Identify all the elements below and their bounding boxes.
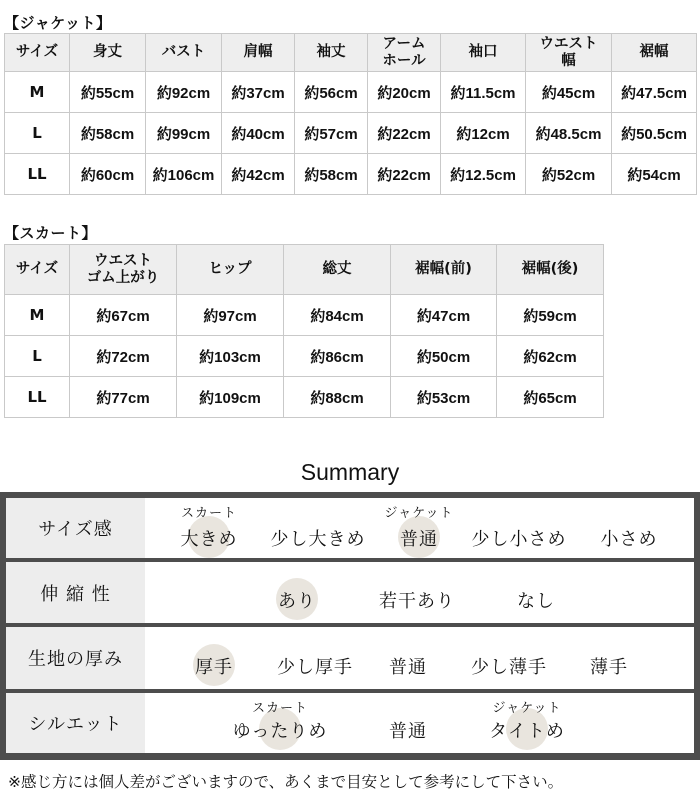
summary-option: 少し大きめ (270, 529, 366, 550)
jacket-value-cell: 約99cm (146, 113, 222, 154)
summary-option: タイトめ (489, 721, 565, 742)
jacket-value-cell: 約60cm (70, 154, 146, 195)
summary-option: 少し小さめ (471, 529, 567, 550)
skirt-value-cell: 約109cm (177, 377, 284, 418)
jacket-value-cell: 約48.5cm (526, 113, 612, 154)
jacket-value-cell: 約47.5cm (612, 72, 697, 113)
summary-option: なし (517, 591, 555, 612)
jacket-value-cell: 約57cm (295, 113, 368, 154)
summary-option: 少し薄手 (471, 657, 547, 678)
summary-title: Summary (300, 459, 400, 485)
jacket-header-cell: 肩幅 (222, 34, 295, 72)
jacket-size-table (4, 33, 697, 195)
jacket-header-cell: バスト (146, 34, 222, 72)
skirt-value-cell: 約62cm (497, 336, 604, 377)
jacket-value-cell: 約52cm (526, 154, 612, 195)
summary-row (6, 627, 694, 689)
table-row (5, 295, 604, 336)
table-row (5, 336, 604, 377)
summary-option: 若干あり (379, 591, 455, 612)
table-row (5, 113, 697, 154)
skirt-value-cell: 約86cm (284, 336, 391, 377)
skirt-size-label: LL (5, 377, 70, 418)
summary-option: 普通 (400, 529, 438, 550)
jacket-header-cell: アーム ホール (368, 34, 441, 72)
skirt-value-cell: 約65cm (497, 377, 604, 418)
jacket-value-cell: 約42cm (222, 154, 295, 195)
jacket-value-cell: 約56cm (295, 72, 368, 113)
jacket-value-cell: 約11.5cm (441, 72, 526, 113)
jacket-value-cell: 約55cm (70, 72, 146, 113)
item-tag: ジャケット (384, 506, 454, 521)
jacket-section-title: 【ジャケット】 (4, 14, 112, 32)
summary-row-label: 生地の厚み (6, 627, 145, 689)
jacket-size-label: M (5, 72, 70, 113)
skirt-value-cell: 約84cm (284, 295, 391, 336)
jacket-header-cell: 身丈 (70, 34, 146, 72)
jacket-value-cell: 約45cm (526, 72, 612, 113)
disclaimer-note: ※感じ方には個人差がございますので、あくまで目安として参考にして下さい。 (8, 773, 564, 791)
summary-option: ゆったりめ (232, 721, 328, 742)
summary-option: 普通 (389, 657, 427, 678)
summary-option: 小さめ (600, 529, 658, 550)
jacket-value-cell: 約22cm (368, 113, 441, 154)
summary-option: 普通 (389, 721, 427, 742)
summary-option: 少し厚手 (277, 657, 353, 678)
summary-row (6, 693, 694, 753)
skirt-header-cell: サイズ (5, 245, 70, 295)
skirt-value-cell: 約72cm (70, 336, 177, 377)
skirt-value-cell: 約47cm (391, 295, 497, 336)
summary-option: 厚手 (195, 657, 233, 678)
skirt-value-cell: 約50cm (391, 336, 497, 377)
skirt-value-cell: 約67cm (70, 295, 177, 336)
skirt-size-label: M (5, 295, 70, 336)
skirt-value-cell: 約103cm (177, 336, 284, 377)
summary-option: 薄手 (590, 657, 628, 678)
skirt-header-cell: ウエスト ゴム上がり (70, 245, 177, 295)
skirt-header-cell: 裾幅(前) (391, 245, 497, 295)
summary-row-label: シルエット (6, 693, 145, 753)
summary-row-label: サイズ感 (6, 498, 145, 558)
jacket-value-cell: 約37cm (222, 72, 295, 113)
skirt-value-cell: 約53cm (391, 377, 497, 418)
skirt-header-cell: 総丈 (284, 245, 391, 295)
jacket-header-cell: 袖口 (441, 34, 526, 72)
jacket-value-cell: 約12cm (441, 113, 526, 154)
item-tag: スカート (251, 701, 309, 716)
jacket-value-cell: 約58cm (70, 113, 146, 154)
item-tag: ジャケット (492, 701, 562, 716)
skirt-section-title: 【スカート】 (4, 224, 98, 242)
jacket-value-cell: 約22cm (368, 154, 441, 195)
skirt-value-cell: 約77cm (70, 377, 177, 418)
summary-row-label: 伸 縮 性 (6, 562, 145, 623)
jacket-value-cell: 約12.5cm (441, 154, 526, 195)
jacket-value-cell: 約20cm (368, 72, 441, 113)
summary-row (6, 562, 694, 623)
jacket-value-cell: 約54cm (612, 154, 697, 195)
skirt-size-label: L (5, 336, 70, 377)
jacket-size-label: LL (5, 154, 70, 195)
jacket-value-cell: 約40cm (222, 113, 295, 154)
summary-row (6, 498, 694, 558)
table-row (5, 72, 697, 113)
item-tag: スカート (180, 506, 238, 521)
skirt-value-cell: 約59cm (497, 295, 604, 336)
skirt-value-cell: 約88cm (284, 377, 391, 418)
jacket-value-cell: 約106cm (146, 154, 222, 195)
jacket-value-cell: 約50.5cm (612, 113, 697, 154)
skirt-header-cell: 裾幅(後) (497, 245, 604, 295)
jacket-size-label: L (5, 113, 70, 154)
skirt-header-cell: ヒップ (177, 245, 284, 295)
table-row (5, 154, 697, 195)
jacket-header-cell: 裾幅 (612, 34, 697, 72)
jacket-header-cell: サイズ (5, 34, 70, 72)
summary-panel (0, 492, 700, 760)
skirt-value-cell: 約97cm (177, 295, 284, 336)
table-row (5, 377, 604, 418)
jacket-header-cell: 袖丈 (295, 34, 368, 72)
jacket-value-cell: 約58cm (295, 154, 368, 195)
jacket-value-cell: 約92cm (146, 72, 222, 113)
summary-option: あり (278, 591, 316, 612)
summary-option: 大きめ (180, 529, 238, 550)
jacket-header-cell: ウエスト 幅 (526, 34, 612, 72)
skirt-size-table (4, 244, 604, 418)
